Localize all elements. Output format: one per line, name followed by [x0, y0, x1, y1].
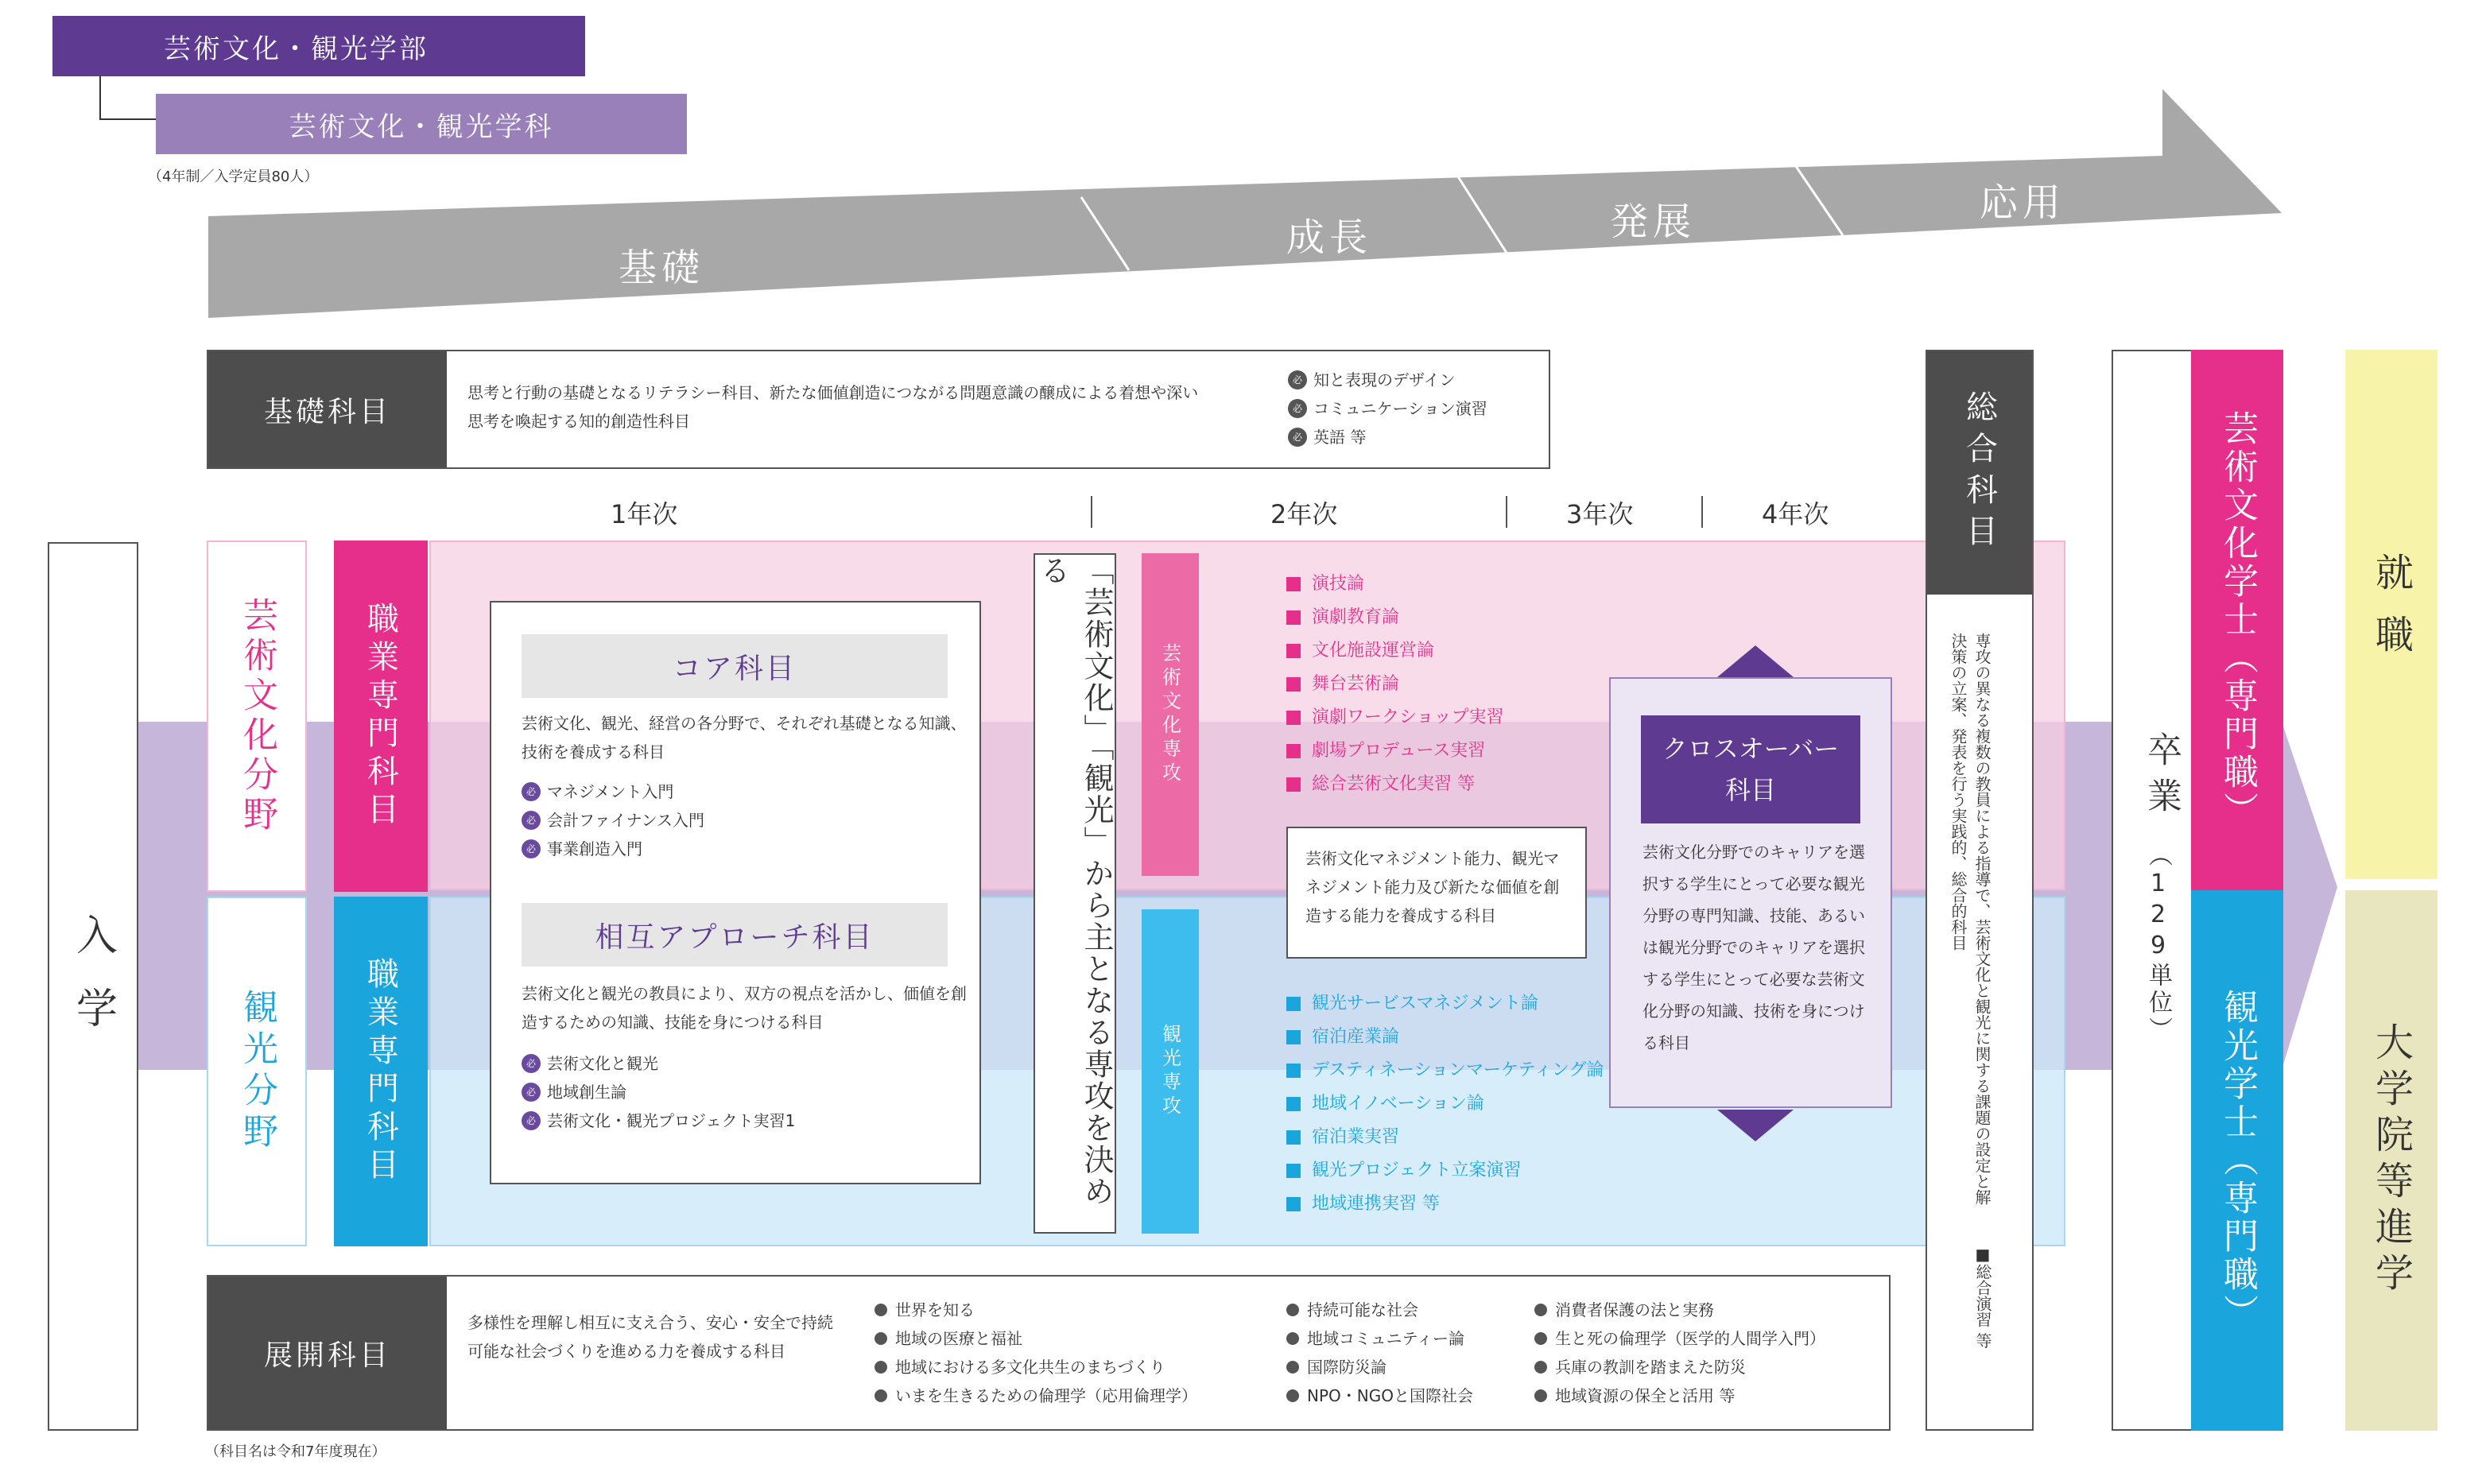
entrance-box: 入学: [48, 542, 138, 1431]
tourism-subjects: [1286, 987, 1604, 1221]
year-2: 2年次: [1270, 499, 1338, 529]
crossover-desc: 芸術文化分野でのキャリアを選択する学生にとって必要な観光分野の専門知識、技能、あるいは観光分野でのキャリアを選択する学生にとって必要な芸術文化分野の知識、技術を身につける科目: [1642, 843, 1865, 1052]
mutual-title: 相互アプローチ科目: [522, 903, 948, 967]
list-item: 持続可能な社会: [1286, 1296, 1473, 1324]
crossover-up-icon: [1717, 645, 1794, 677]
department-label: 芸術文化・観光学科: [156, 94, 687, 154]
art-degree: 芸術文化学士（専門職）: [2191, 350, 2283, 890]
list-item: いまを生きるための倫理学（応用倫理学）: [875, 1381, 1197, 1410]
faculty-label: 芸術文化・観光学部: [52, 16, 585, 76]
list-item: 必 知と表現のデザイン: [1288, 366, 1487, 394]
list-item: 地域連携実習 等: [1286, 1188, 1604, 1221]
required-icon: 必: [522, 1111, 541, 1130]
list-item: 演劇ワークショップ実習: [1286, 701, 1504, 734]
required-icon: 必: [1288, 428, 1307, 447]
list-item: 必 芸術文化と観光: [522, 1049, 795, 1078]
list-item: 舞台芸術論: [1286, 668, 1504, 701]
list-item: 観光サービスマネジメント論: [1286, 987, 1604, 1021]
required-icon: 必: [522, 1083, 541, 1102]
stage-seicho: 成長: [1286, 215, 1373, 260]
tourism-degree: 観光学士（専門職）: [2191, 890, 2283, 1431]
core-desc: 芸術文化、観光、経営の各分野で、それぞれ基礎となる知識、技術を養成する科目: [522, 714, 967, 761]
list-item: 演劇教育論: [1286, 601, 1504, 634]
tenkai-label: 展開科目: [208, 1277, 447, 1429]
list-item: 必 英語 等: [1288, 423, 1487, 451]
list-item: 必 コミュニケーション演習: [1288, 394, 1487, 423]
list-item: デスティネーションマーケティング論: [1286, 1054, 1604, 1087]
tenkai-col1: [875, 1296, 1197, 1410]
sougou-label: 総合科目: [1927, 351, 2032, 595]
tourism-major: 観光専攻: [1142, 909, 1199, 1234]
list-item: 宿泊産業論: [1286, 1021, 1604, 1054]
year-3: 3年次: [1566, 499, 1634, 529]
tourism-field: 観光分野: [207, 897, 307, 1246]
tenkai-desc: 多様性を理解し相互に支え合う、安心・安全で持続可能な社会づくりを進める力を養成する科目: [467, 1313, 833, 1361]
list-item: 消費者保護の法と実務: [1534, 1296, 1825, 1324]
list-item: 劇場プロデュース実習: [1286, 734, 1504, 768]
required-icon: 必: [522, 1054, 541, 1073]
crossover-title: クロスオーバー科目: [1641, 715, 1860, 823]
list-item: 総合芸術文化実習 等: [1286, 768, 1504, 801]
stage-oyo: 応用: [1980, 180, 2066, 225]
list-item: 地域資源の保全と活用 等: [1534, 1381, 1825, 1410]
sougou-item: ■総合演習 等: [1973, 1245, 1992, 1349]
list-item: 世界を知る: [875, 1296, 1197, 1324]
art-vocational: 職業専門科目: [334, 541, 428, 892]
list-item: 必 マネジメント入門: [522, 777, 704, 806]
tenkai-col3: [1534, 1296, 1825, 1410]
list-item: 国際防災論: [1286, 1353, 1473, 1381]
year-4: 4年次: [1762, 499, 1829, 529]
mutual-list: [522, 1049, 795, 1135]
required-icon: 必: [522, 811, 541, 830]
list-item: 兵庫の教訓を踏まえた防災: [1534, 1353, 1825, 1381]
outcome-grad: 大学院等進学: [2345, 890, 2438, 1431]
year-1: 1年次: [611, 499, 678, 529]
mutual-desc: 芸術文化と観光の教員により、双方の視点を活かし、価値を創造するための知識、技能を身につける科目: [522, 984, 967, 1032]
required-icon: 必: [522, 782, 541, 801]
list-item: 地域イノベーション論: [1286, 1087, 1604, 1121]
list-item: 必 芸術文化・観光プロジェクト実習1: [522, 1106, 795, 1135]
enrollment-note: （4年制／入学定員80人）: [148, 169, 319, 185]
art-field: 芸術文化分野: [207, 541, 307, 892]
core-title: コア科目: [522, 634, 948, 698]
list-item: NPO・NGOと国際社会: [1286, 1381, 1473, 1410]
list-item: 演技論: [1286, 568, 1504, 601]
list-item: 生と死の倫理学（医学的人間学入門）: [1534, 1324, 1825, 1353]
major-choice: 「芸術文化」「観光」から主となる専攻を決める: [1034, 553, 1116, 1234]
list-item: 地域における多文化共生のまちづくり: [875, 1353, 1197, 1381]
list-item: 必 地域創生論: [522, 1078, 795, 1106]
list-item: 地域コミュニティー論: [1286, 1324, 1473, 1353]
kiso-desc: 思考と行動の基礎となるリテラシー科目、新たな価値創造につながる問題意識の醸成による着想や深い思考を喚起する知的創造性科目: [467, 383, 1199, 431]
graduation-label: 卒業: [2141, 731, 2182, 823]
list-item: 必 事業創造入門: [522, 835, 704, 863]
center-note: 芸術文化マネジメント能力、観光マネジメント能力及び新たな価値を創造する能力を養成する科目: [1286, 827, 1587, 959]
required-icon: 必: [1288, 370, 1307, 389]
tourism-vocational: 職業専門科目: [334, 897, 428, 1246]
list-item: 必 会計ファイナンス入門: [522, 806, 704, 835]
art-major: 芸術文化専攻: [1142, 553, 1199, 876]
graduation-credits: （129単位）: [2144, 843, 2172, 1044]
footnote: （科目名は令和7年度現在）: [205, 1443, 386, 1460]
required-icon: 必: [1288, 399, 1307, 418]
stage-hatten: 発展: [1610, 200, 1697, 244]
sougou-desc: 専攻の異なる複数の教員による指導で、芸術文化と観光に関する課題の設定と解決策の立案、発表を行う実践的、総合的科目: [1949, 633, 1992, 1205]
core-list: [522, 777, 704, 863]
list-item: 宿泊業実習: [1286, 1121, 1604, 1154]
tenkai-col2: [1286, 1296, 1473, 1410]
list-item: 地域の医療と福祉: [875, 1324, 1197, 1353]
outcome-job: 就職: [2345, 350, 2438, 879]
list-item: 文化施設運営論: [1286, 634, 1504, 668]
art-subjects: [1286, 568, 1504, 801]
kiso-label: 基礎科目: [208, 351, 447, 467]
stage-kiso: 基礎: [619, 246, 705, 290]
list-item: 観光プロジェクト立案演習: [1286, 1154, 1604, 1188]
required-icon: 必: [522, 839, 541, 858]
crossover-down-icon: [1717, 1110, 1794, 1141]
